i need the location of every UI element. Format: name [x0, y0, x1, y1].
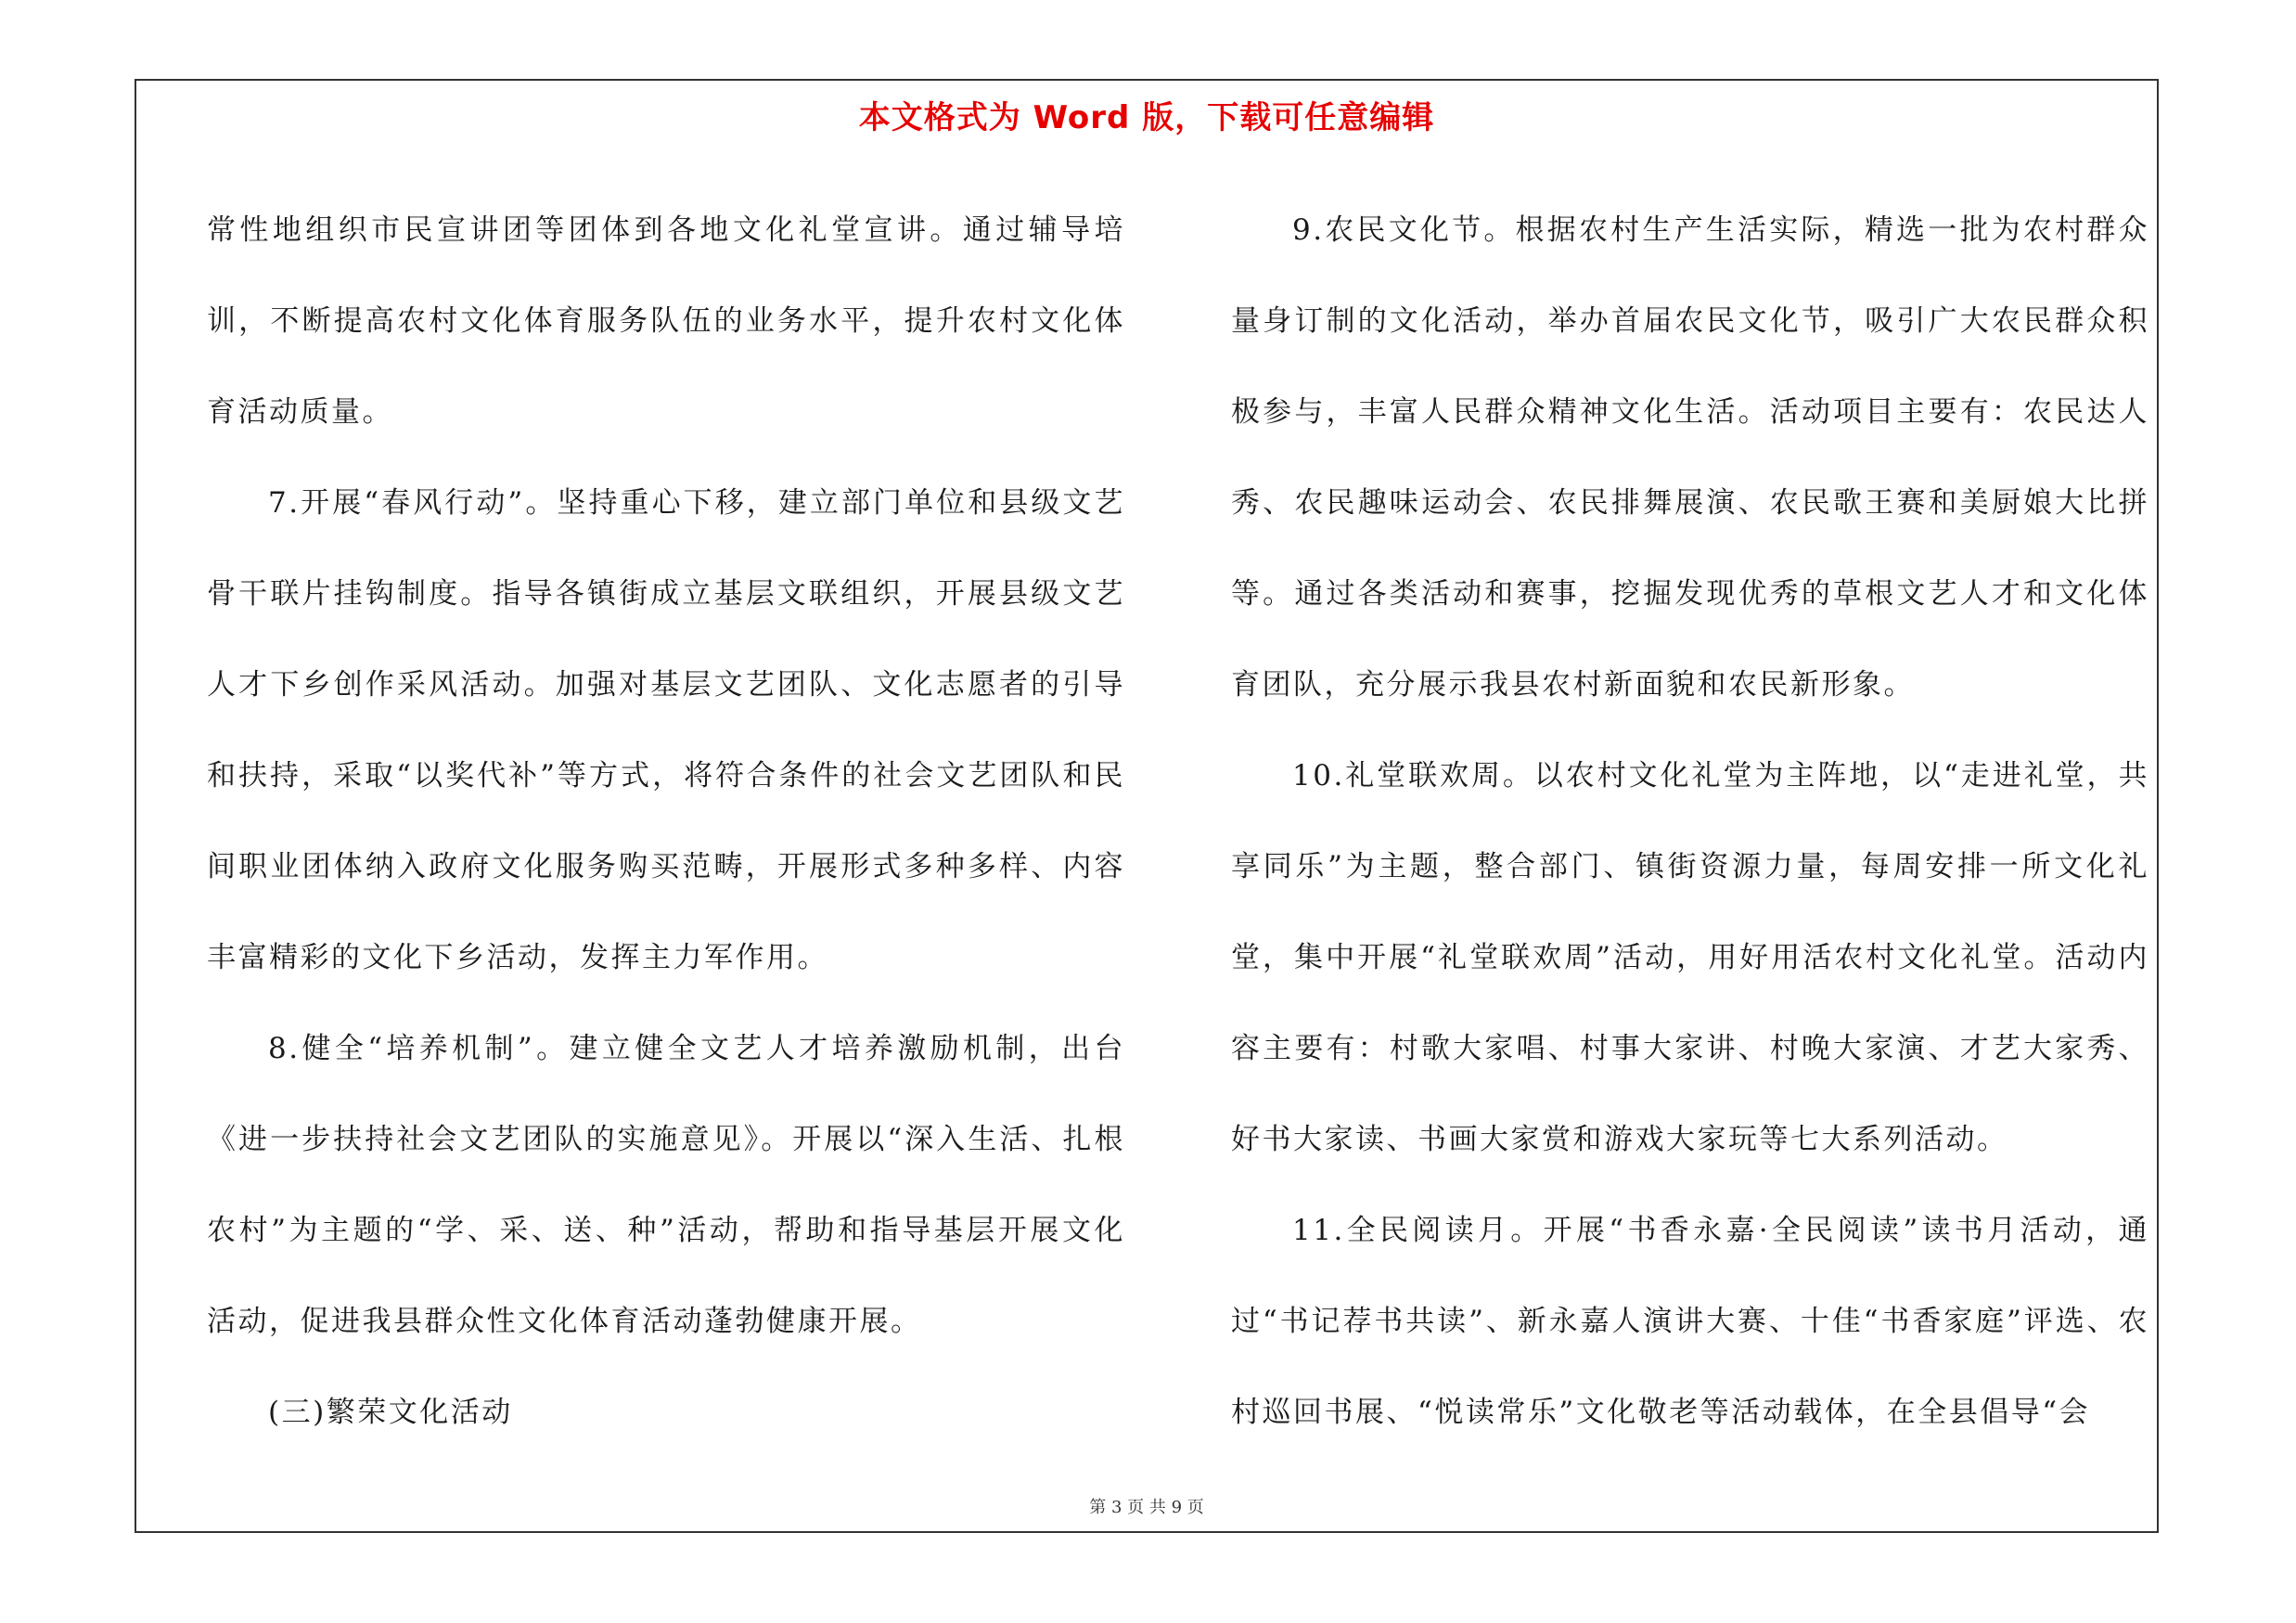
right-column [1231, 185, 2149, 1458]
format-notice-banner: 本文格式为 Word 版，下载可任意编辑 [858, 99, 1435, 136]
paragraph-item-8: 8.健全“培养机制”。建立健全文艺人才培养激励机制，出台《进一步扶持社会文艺团队的实施意见》。开展以“深入生活、扎根农村”为主题的“学、采、送、种”活动，帮助和指导基层开展文化活动，促进我县群众性文化体育活动蓬勃健康开展。 [207, 1032, 1125, 1338]
paragraph-continued: 常性地组织市民宣讲团等团体到各地文化礼堂宣讲。通过辅导培训，不断提高农村文化体育服务队伍的业务水平，提升农村文化体育活动质量。 [207, 213, 1125, 429]
left-column [207, 185, 1125, 1458]
paragraph-item-9: 9.农民文化节。根据农村生产生活实际，精选一批为农村群众量身订制的文化活动，举办首届农民文化节，吸引广大农民群众积极参与，丰富人民群众精神文化生活。活动项目主要有：农民达人秀、农民趣味运动会、农民排舞展演、农民歌王赛和美厨娘大比拼等。通过各类活动和赛事，挖掘发现优秀的草根文艺人才和文化体育团队，充分展示我县农村新面貌和农民新形象。 [1231, 213, 2149, 702]
page-frame [135, 79, 2159, 1533]
section-heading: (三)繁荣文化活动 [268, 1396, 513, 1429]
paragraph-item-10: 10.礼堂联欢周。以农村文化礼堂为主阵地，以“走进礼堂，共享同乐”为主题，整合部门、镇街资源力量，每周安排一所文化礼堂，集中开展“礼堂联欢周”活动，用好用活农村文化礼堂。活动内容主要有：村歌大家唱、村事大家讲、村晚大家演、才艺大家秀、好书大家读、书画大家赏和游戏大家玩等七大系列活动。 [1231, 759, 2149, 1156]
paragraph-item-11: 11.全民阅读月。开展“书香永嘉·全民阅读”读书月活动，通过“书记荐书共读”、新永嘉人演讲大赛、十佳“书香家庭”评选、农村巡回书展、“悦读常乐”文化敬老等活动载体，在全县倡导“会 [1231, 1214, 2149, 1429]
page-number: 第 3 页 共 9 页 [1089, 1498, 1204, 1517]
paragraph-item-7: 7.开展“春风行动”。坚持重心下移，建立部门单位和县级文艺骨干联片挂钩制度。指导各镇街成立基层文联组织，开展县级文艺人才下乡创作采风活动。加强对基层文艺团队、文化志愿者的引导和扶持，采取“以奖代补”等方式，将符合条件的社会文艺团队和民间职业团体纳入政府文化服务购买范畴，开展形式多种多样、内容丰富精彩的文化下乡活动，发挥主力军作用。 [207, 486, 1125, 974]
